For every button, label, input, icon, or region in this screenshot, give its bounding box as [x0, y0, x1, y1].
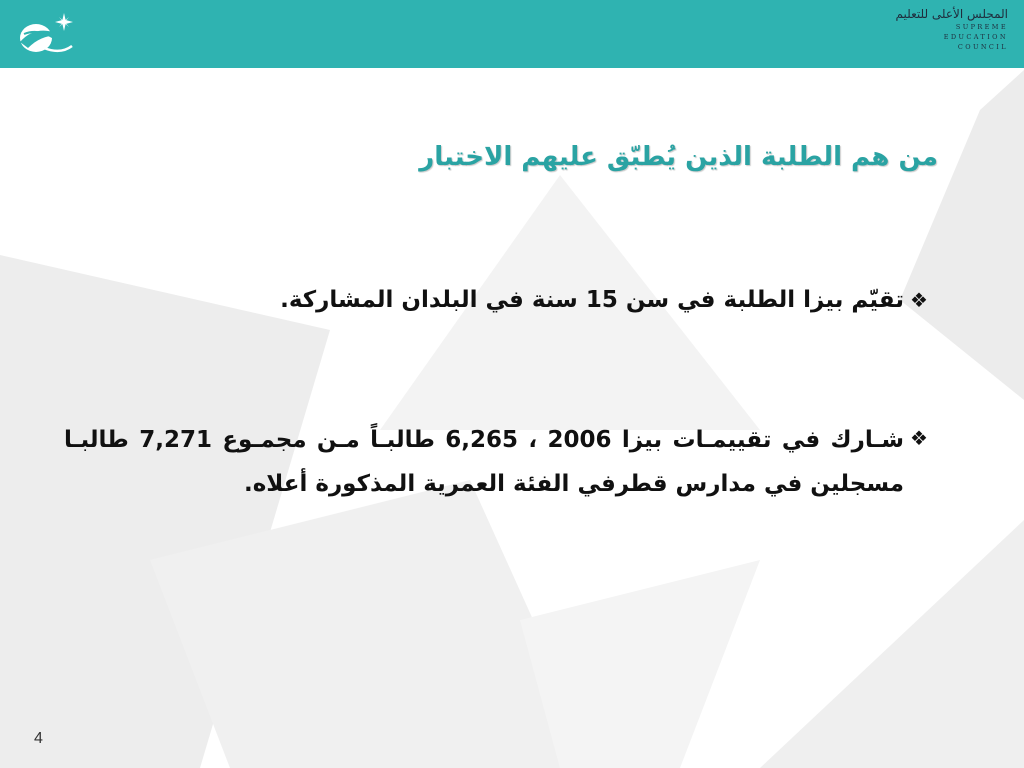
council-name [895, 6, 1008, 52]
council-name-en-line: EDUCATION [943, 33, 1008, 41]
header-bar [0, 0, 1024, 68]
bullet-list [64, 280, 934, 506]
council-name-en-line: COUNCIL [957, 43, 1008, 51]
council-name-arabic: المجلس الأعلى للتعليم [895, 7, 1008, 21]
page-number: 4 [34, 730, 43, 747]
council-name-en-line: SUPREME [955, 23, 1008, 31]
slide-title: من هم الطلبة الذين يُطبّق عليهم الاختبار [419, 142, 938, 172]
diamond-bullet-icon: ❖ [910, 426, 928, 450]
dove-star-icon [14, 8, 80, 62]
bullet-item [64, 280, 934, 320]
bullet-text: شـارك في تقييمـات بيزا 2006 ، 6,265 طالبـاً مـن مجمـوع 7,271 طالبـا مسجلين في مدارس قطرفي الفئة العمرية المذكورة أعلاه. [64, 427, 904, 497]
bullet-item [64, 418, 934, 506]
bullet-text: تقيّم بيزا الطلبة في سن 15 سنة في البلدان المشاركة. [280, 287, 904, 313]
diamond-bullet-icon: ❖ [910, 288, 928, 312]
